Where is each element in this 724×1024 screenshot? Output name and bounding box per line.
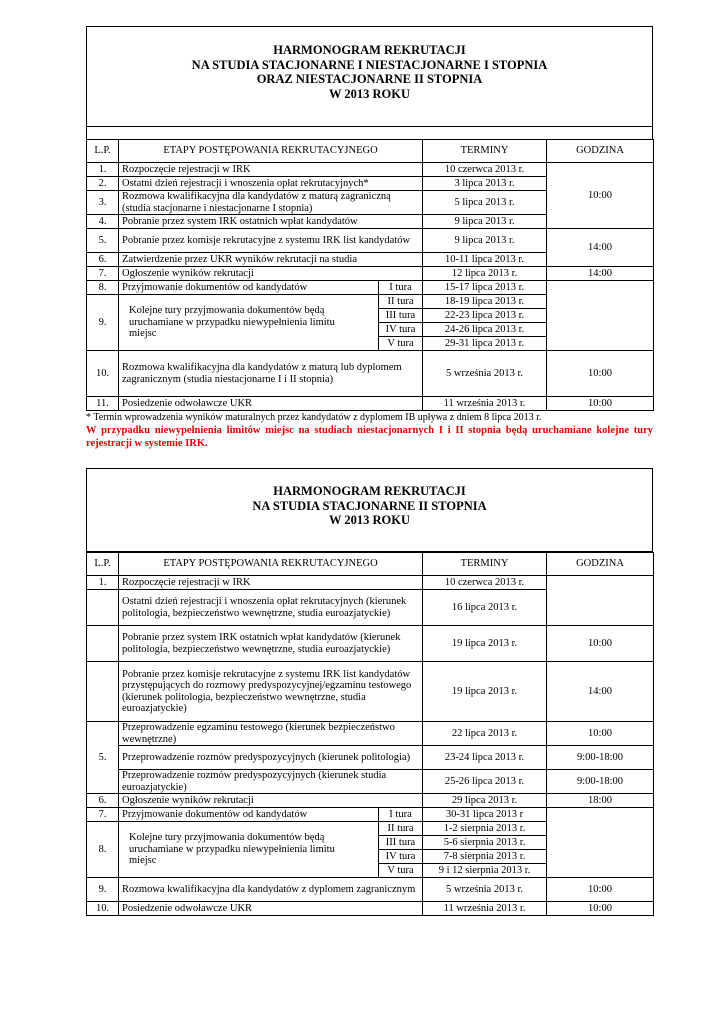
- header-etapy: ETAPY POSTĘPOWANIA REKRUTACYJNEGO: [119, 140, 423, 163]
- row-godzina-empty: [547, 576, 654, 626]
- table-row: [87, 808, 654, 822]
- row-termin: 24-26 lipca 2013 r.: [423, 323, 547, 337]
- row-termin: 11 września 2013 r.: [423, 902, 547, 916]
- row-etap: Rozmowa kwalifikacyjna dla kandydatów z dyplomem zagranicznym: [119, 878, 423, 902]
- table-row: [87, 163, 654, 177]
- table-header-row: [87, 553, 654, 576]
- schedule-2-title: [86, 468, 653, 552]
- schedule-1-title: [86, 26, 653, 127]
- row-lp: 1.: [87, 576, 119, 590]
- title-line: NA STUDIA STACJONARNE I NIESTACJONARNE I STOPNIA: [191, 57, 548, 72]
- row-termin: 1-2 sierpnia 2013 r.: [423, 822, 547, 836]
- row-tura: IV tura: [379, 323, 423, 337]
- row-godzina: 10:00: [547, 351, 654, 397]
- row-tura: I tura: [379, 808, 423, 822]
- row-lp: 4.: [87, 215, 119, 229]
- row-tura: II tura: [379, 822, 423, 836]
- row-godzina-empty: [547, 281, 654, 351]
- row-godzina: 10:00: [547, 878, 654, 902]
- table-row: [87, 576, 654, 590]
- row-termin: 25-26 lipca 2013 r.: [423, 770, 547, 794]
- row-tura: III tura: [379, 309, 423, 323]
- row-termin: 10 czerwca 2013 r.: [423, 576, 547, 590]
- table-row: [87, 770, 654, 794]
- table-row: [87, 722, 654, 746]
- row-etap: Przeprowadzenie rozmów predyspozycyjnych (kierunek politologia): [119, 746, 423, 770]
- title-line: NA STUDIA STACJONARNE II STOPNIA: [252, 498, 487, 513]
- row-godzina: 9:00-18:00: [547, 770, 654, 794]
- row-etap: Rozpoczęcie rejestracji w IRK: [119, 576, 423, 590]
- row-etap: Posiedzenie odwoławcze UKR: [119, 397, 423, 411]
- row-lp: 11.: [87, 397, 119, 411]
- row-lp: 10.: [87, 902, 119, 916]
- header-etapy: ETAPY POSTĘPOWANIA REKRUTACYJNEGO: [119, 553, 423, 576]
- row-lp: 9.: [87, 295, 119, 351]
- row-godzina-empty: [547, 808, 654, 878]
- row-etap: Kolejne tury przyjmowania dokumentów będą uruchamiane w przypadku niewypełnienia limitu miejsc: [119, 822, 379, 878]
- row-godzina: 14:00: [547, 229, 654, 267]
- row-godzina: 18:00: [547, 794, 654, 808]
- row-lp-empty: [87, 662, 119, 722]
- row-etap: Przeprowadzenie egzaminu testowego (kierunek bezpieczeństwo wewnętrzne): [119, 722, 423, 746]
- row-lp-empty: [87, 590, 119, 626]
- footnote: * Termin wprowadzenia wyników maturalnych przez kandydatów z dyplomem IB upływa z dniem 8 lipca 2013 r.: [86, 412, 542, 423]
- row-tura: V tura: [379, 864, 423, 878]
- row-lp: 2.: [87, 177, 119, 191]
- row-godzina: 14:00: [547, 267, 654, 281]
- row-termin: 5 września 2013 r.: [423, 351, 547, 397]
- row-etap: Przeprowadzenie rozmów predyspozycyjnych (kierunek studia euroazjatyckie): [119, 770, 423, 794]
- row-etap: Ogłoszenie wyników rekrutacji: [119, 794, 423, 808]
- row-termin: 10 czerwca 2013 r.: [423, 163, 547, 177]
- table-row: [87, 267, 654, 281]
- row-etap: Pobranie przez komisje rekrutacyjne z systemu IRK list kandydatów przystępujących do rozmowy predyspozycyjnej/egzaminu testowego (kierunek politologia, bezpieczeństwo wewnętrzne, studia euroazjatyckie): [119, 662, 423, 722]
- row-lp: 5.: [87, 229, 119, 253]
- row-godzina: 10:00: [547, 902, 654, 916]
- row-lp: 1.: [87, 163, 119, 177]
- row-termin: 19 lipca 2013 r.: [423, 662, 547, 722]
- row-termin: 9 lipca 2013 r.: [423, 215, 547, 229]
- row-termin: 22 lipca 2013 r.: [423, 722, 547, 746]
- header-lp: L.P.: [87, 553, 119, 576]
- row-termin: 29-31 lipca 2013 r.: [423, 337, 547, 351]
- row-etap: Rozpoczęcie rejestracji w IRK: [119, 163, 423, 177]
- row-termin: 12 lipca 2013 r.: [423, 267, 547, 281]
- row-termin: 10-11 lipca 2013 r.: [423, 253, 547, 267]
- row-etap: Rozmowa kwalifikacyjna dla kandydatów z maturą zagraniczną (studia stacjonarne i niestacjonarne I stopnia): [119, 191, 423, 215]
- row-termin: 5-6 sierpnia 2013 r.: [423, 836, 547, 850]
- row-etap: Ogłoszenie wyników rekrutacji: [119, 267, 423, 281]
- table-header-row: [87, 140, 654, 163]
- row-etap: Przyjmowanie dokumentów od kandydatów: [119, 281, 379, 295]
- row-lp: 7.: [87, 267, 119, 281]
- row-godzina: 9:00-18:00: [547, 746, 654, 770]
- row-termin: 7-8 sierpnia 2013 r.: [423, 850, 547, 864]
- row-lp: 8.: [87, 281, 119, 295]
- row-godzina: 10:00: [547, 626, 654, 662]
- row-termin: 9 lipca 2013 r.: [423, 229, 547, 253]
- row-termin: 5 lipca 2013 r.: [423, 191, 547, 215]
- title-line: HARMONOGRAM REKRUTACJI: [273, 43, 466, 57]
- row-godzina: 14:00: [547, 662, 654, 722]
- row-lp: 10.: [87, 351, 119, 397]
- row-etap: Pobranie przez komisje rekrutacyjne z systemu IRK list kandydatów: [119, 229, 423, 253]
- row-tura: I tura: [379, 281, 423, 295]
- table-row: [87, 746, 654, 770]
- row-termin: 9 i 12 sierpnia 2013 r.: [423, 864, 547, 878]
- row-godzina: 10:00: [547, 722, 654, 746]
- table-row: [87, 351, 654, 397]
- row-lp: 5.: [87, 722, 119, 794]
- row-termin: 3 lipca 2013 r.: [423, 177, 547, 191]
- title-line: W 2013 ROKU: [328, 86, 411, 101]
- row-etap: Ostatni dzień rejestracji i wnoszenia opłat rekrutacyjnych*: [119, 177, 423, 191]
- header-terminy: TERMINY: [423, 553, 547, 576]
- table-row: [87, 281, 654, 295]
- row-godzina: 10:00: [547, 163, 654, 229]
- row-etap: Kolejne tury przyjmowania dokumentów będą uruchamiane w przypadku niewypełnienia limitu miejsc: [119, 295, 379, 351]
- row-termin: 15-17 lipca 2013 r.: [423, 281, 547, 295]
- row-lp: 3.: [87, 191, 119, 215]
- title-line: ORAZ NIESTACJONARNE II STOPNIA: [256, 72, 483, 86]
- row-etap: Posiedzenie odwoławcze UKR: [119, 902, 423, 916]
- title-line: W 2013 ROKU: [328, 513, 411, 527]
- row-termin: 29 lipca 2013 r.: [423, 794, 547, 808]
- row-termin: 23-24 lipca 2013 r.: [423, 746, 547, 770]
- table-row: [87, 626, 654, 662]
- table-row: [87, 794, 654, 808]
- row-etap: Zatwierdzenie przez UKR wyników rekrutacji na studia: [119, 253, 423, 267]
- header-godzina: GODZINA: [547, 553, 654, 576]
- table-row: [87, 662, 654, 722]
- row-lp: 7.: [87, 808, 119, 822]
- row-termin: 16 lipca 2013 r.: [423, 590, 547, 626]
- table-row: [87, 229, 654, 253]
- row-tura: IV tura: [379, 850, 423, 864]
- row-termin: 18-19 lipca 2013 r.: [423, 295, 547, 309]
- row-lp: 6.: [87, 253, 119, 267]
- row-termin: 22-23 lipca 2013 r.: [423, 309, 547, 323]
- row-termin: 19 lipca 2013 r.: [423, 626, 547, 662]
- title-line: HARMONOGRAM REKRUTACJI: [273, 484, 466, 498]
- row-termin: 5 września 2013 r.: [423, 878, 547, 902]
- table-row: [87, 878, 654, 902]
- row-tura: V tura: [379, 337, 423, 351]
- header-lp: L.P.: [87, 140, 119, 163]
- header-terminy: TERMINY: [423, 140, 547, 163]
- row-lp: 9.: [87, 878, 119, 902]
- row-tura: III tura: [379, 836, 423, 850]
- schedule-1-table: [86, 139, 654, 411]
- row-termin: 11 września 2013 r.: [423, 397, 547, 411]
- row-termin: 30-31 lipca 2013 r: [423, 808, 547, 822]
- row-etap: Pobranie przez system IRK ostatnich wpłat kandydatów: [119, 215, 423, 229]
- row-etap: Pobranie przez system IRK ostatnich wpłat kandydatów (kierunek politologia, bezpieczeństwo wewnętrzne, studia euroazjatyckie): [119, 626, 423, 662]
- header-godzina: GODZINA: [547, 140, 654, 163]
- row-lp-empty: [87, 626, 119, 662]
- row-etap: Rozmowa kwalifikacyjna dla kandydatów z maturą lub dyplomem zagranicznym (studia niestacjonarne I i II stopnia): [119, 351, 423, 397]
- table-row: [87, 902, 654, 916]
- row-godzina: 10:00: [547, 397, 654, 411]
- row-etap: Przyjmowanie dokumentów od kandydatów: [119, 808, 379, 822]
- warning-note: W przypadku niewypełnienia limitów miejsc na studiach niestacjonarnych I i II stopnia będą uruchamiane kolejne tury rejestracji w systemie IRK.: [86, 425, 653, 449]
- schedule-2-table: [86, 552, 654, 916]
- document-page: [86, 26, 653, 916]
- row-lp: 6.: [87, 794, 119, 808]
- row-etap: Ostatni dzień rejestracji i wnoszenia opłat rekrutacyjnych (kierunek politologia, bezpieczeństwo wewnętrzne, studia euroazjatyckie): [119, 590, 423, 626]
- table-row: [87, 397, 654, 411]
- row-tura: II tura: [379, 295, 423, 309]
- row-lp: 8.: [87, 822, 119, 878]
